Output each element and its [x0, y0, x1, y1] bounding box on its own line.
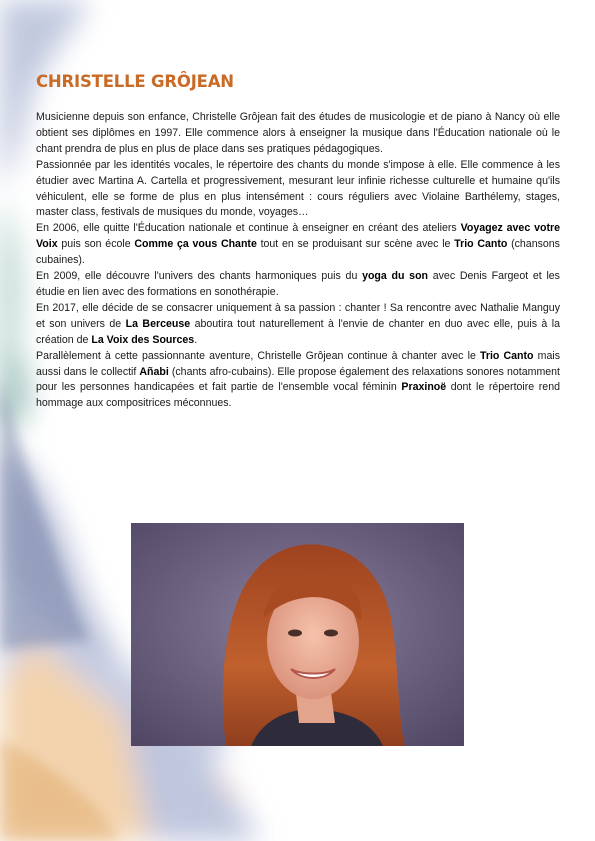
text: En 2006, elle quitte l'Éducation nationale et continue à enseigner en créant des ateliers	[36, 222, 461, 235]
text: mais aussi dans le collectif	[36, 349, 560, 378]
text: (chansons cubaines).	[36, 238, 560, 267]
project-name: La Berceuse	[125, 317, 191, 330]
text: En 2009, elle découvre l'univers des chants harmoniques puis du	[36, 270, 363, 283]
collective-name: Añabi	[139, 365, 169, 378]
biography	[36, 110, 560, 412]
bio-paragraph-1: Musicienne depuis son enfance, Christelle Grôjean fait des études de musicologie et de piano à Nancy où elle obtient ses diplômes en 1997. Elle commence alors à enseigner la musique dans l'Éducation nationale où le chant prendra de plus en plus de place dans ses pratiques pédagogiques.	[36, 111, 560, 155]
portrait-photo	[131, 523, 464, 746]
ensemble-name: Praxinoë	[401, 381, 447, 394]
text: avec Denis Fargeot et les étudie en lien avec des formations en sonothérapie.	[36, 270, 560, 298]
text: puis son école	[57, 238, 135, 251]
duo-name: La Voix des Sources	[91, 333, 195, 346]
school-name: Comme ça vous Chante	[134, 238, 257, 251]
text: En 2017, elle décide de se consacrer uniquement à sa passion : chanter ! Sa rencontre avec Nathalie Manguy et son univers de	[36, 301, 560, 330]
workshop-name: Voyagez avec votre Voix	[36, 222, 561, 251]
group-name: Trio Canto	[454, 238, 508, 251]
group-name: Trio Canto	[479, 349, 534, 362]
bio-paragraph-6	[36, 349, 560, 413]
bio-paragraph-5	[36, 301, 560, 349]
practice-name: yoga du son	[362, 270, 429, 283]
bio-paragraph-2: Passionnée par les identités vocales, le répertoire des chants du monde s'impose à elle. Elle commence à les étudier avec Martina A. Cartella et progressivement, mesurant leur infinie richesse culturelle et humaine qu'ils véhiculent, elle se forme de plus en plus intensément : cours réguliers avec Violaine Barthélemy, stages, master class, festivals de musiques du monde, voyages…	[36, 158, 560, 219]
bio-paragraph-3	[36, 221, 560, 269]
page-title: CHRISTELLE GRÔJEAN	[36, 72, 234, 91]
text: .	[194, 333, 198, 346]
text: Parallèlement à cette passionnante aventure, Christelle Grôjean continue à chanter avec le	[36, 349, 480, 362]
bio-paragraph-4	[36, 269, 560, 301]
text: (chants afro-cubains). Elle propose également des relaxations sonores notamment pour les personnes handicapées et fait partie de l'ensemble vocal féminin	[36, 365, 560, 394]
text: tout en se produisant sur scène avec le	[256, 238, 455, 251]
text: dont le répertoire rend hommage aux compositrices méconnues.	[36, 381, 560, 410]
text: aboutira tout naturellement à l'envie de chanter en duo avec elle, puis à la création de	[36, 317, 561, 346]
